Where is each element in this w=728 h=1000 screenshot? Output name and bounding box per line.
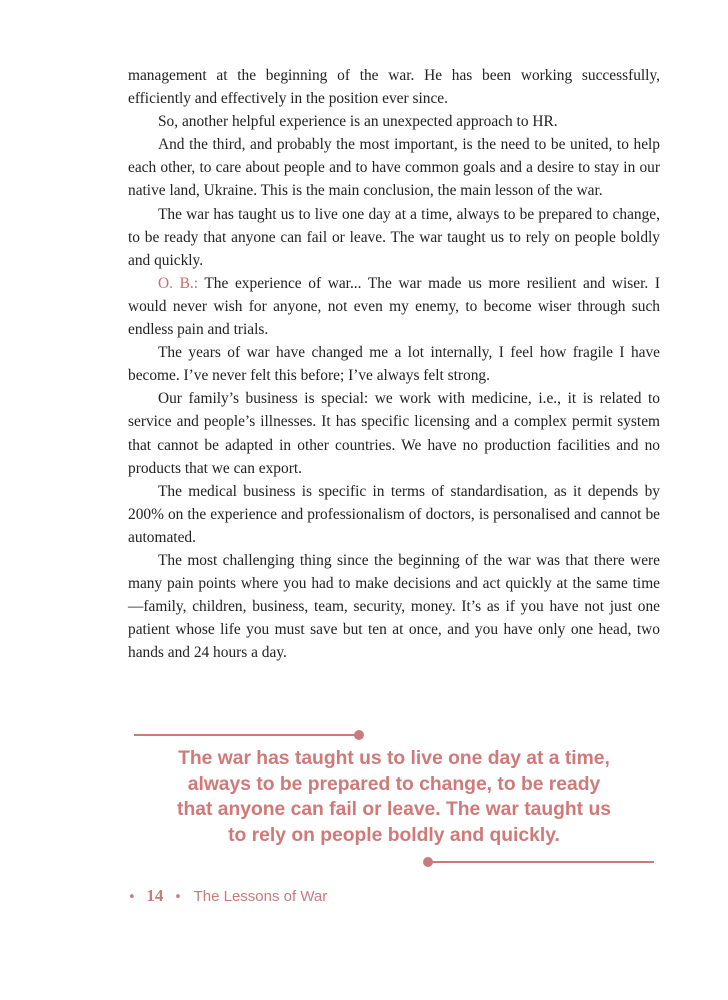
- pull-quote-line: always to be prepared to change, to be ready: [187, 773, 601, 795]
- footer-bullet: •: [128, 890, 136, 905]
- pull-quote: [128, 746, 660, 848]
- paragraph: The most challenging thing since the beginning of the war was that there were many pain points where you had to make decisions and act quickly at the same time—family, children, business, team, security, money. It’s as if you have not just one patient whose life you must save but ten at once, and you have only one head, two hands and 24 hours a day.: [128, 551, 660, 662]
- body-text: [128, 64, 660, 664]
- page-number: 14: [146, 886, 164, 905]
- speaker-text: The experience of war... The war made us more resilient and wiser. I would never wish for anyone, not even my enemy, to become wiser through such endless pain and trials.: [128, 274, 660, 339]
- top-rule-dot: [354, 730, 364, 740]
- pull-quote-line: that anyone can fail or leave. The war taught us: [177, 799, 611, 820]
- paragraph: The war has taught us to live one day at a time, always to be prepared to change, to be ready that anyone can fail or leave. The war taught us to rely on people boldly and quickly.: [128, 205, 660, 269]
- paragraph: The medical business is specific in terms of standardisation, as it depends by 200% on the experience and professionalism of doctors, is personalised and cannot be automated.: [128, 482, 660, 546]
- top-rule: [134, 734, 358, 736]
- paragraph: Our family’s business is special: we work with medicine, i.e., it is related to service and people’s illnesses. It has specific licensing and a complex permit system that cannot be adapted in other countries. We have no production facilities and no products that we can export.: [128, 390, 660, 477]
- speaker-paragraph: [128, 272, 660, 341]
- bottom-rule-dot: [423, 857, 433, 867]
- book-title: The Lessons of War: [193, 888, 328, 905]
- paragraph: The years of war have changed me a lot internally, I feel how fragile I have become. I’ve never felt this before; I’ve always felt strong.: [128, 344, 660, 385]
- pull-quote-line: to rely on people boldly and quickly.: [228, 824, 560, 846]
- page-footer: [128, 886, 327, 906]
- speaker-label: O. B.:: [158, 274, 199, 292]
- footer-bullet: •: [174, 890, 182, 905]
- paragraph: And the third, and probably the most important, is the need to be united, to help each other, to care about people and to have common goals and a desire to stay in our native land, Ukraine. This is the main conclusion, the main lesson of the war.: [128, 136, 660, 200]
- pull-quote-line: The war has taught us to live one day at a time,: [178, 748, 610, 769]
- paragraph: So, another helpful experience is an unexpected approach to HR.: [158, 113, 558, 131]
- paragraph: management at the beginning of the war. He has been working successfully, efficiently and effectively in the position ever since.: [128, 67, 660, 108]
- bottom-rule: [428, 861, 654, 863]
